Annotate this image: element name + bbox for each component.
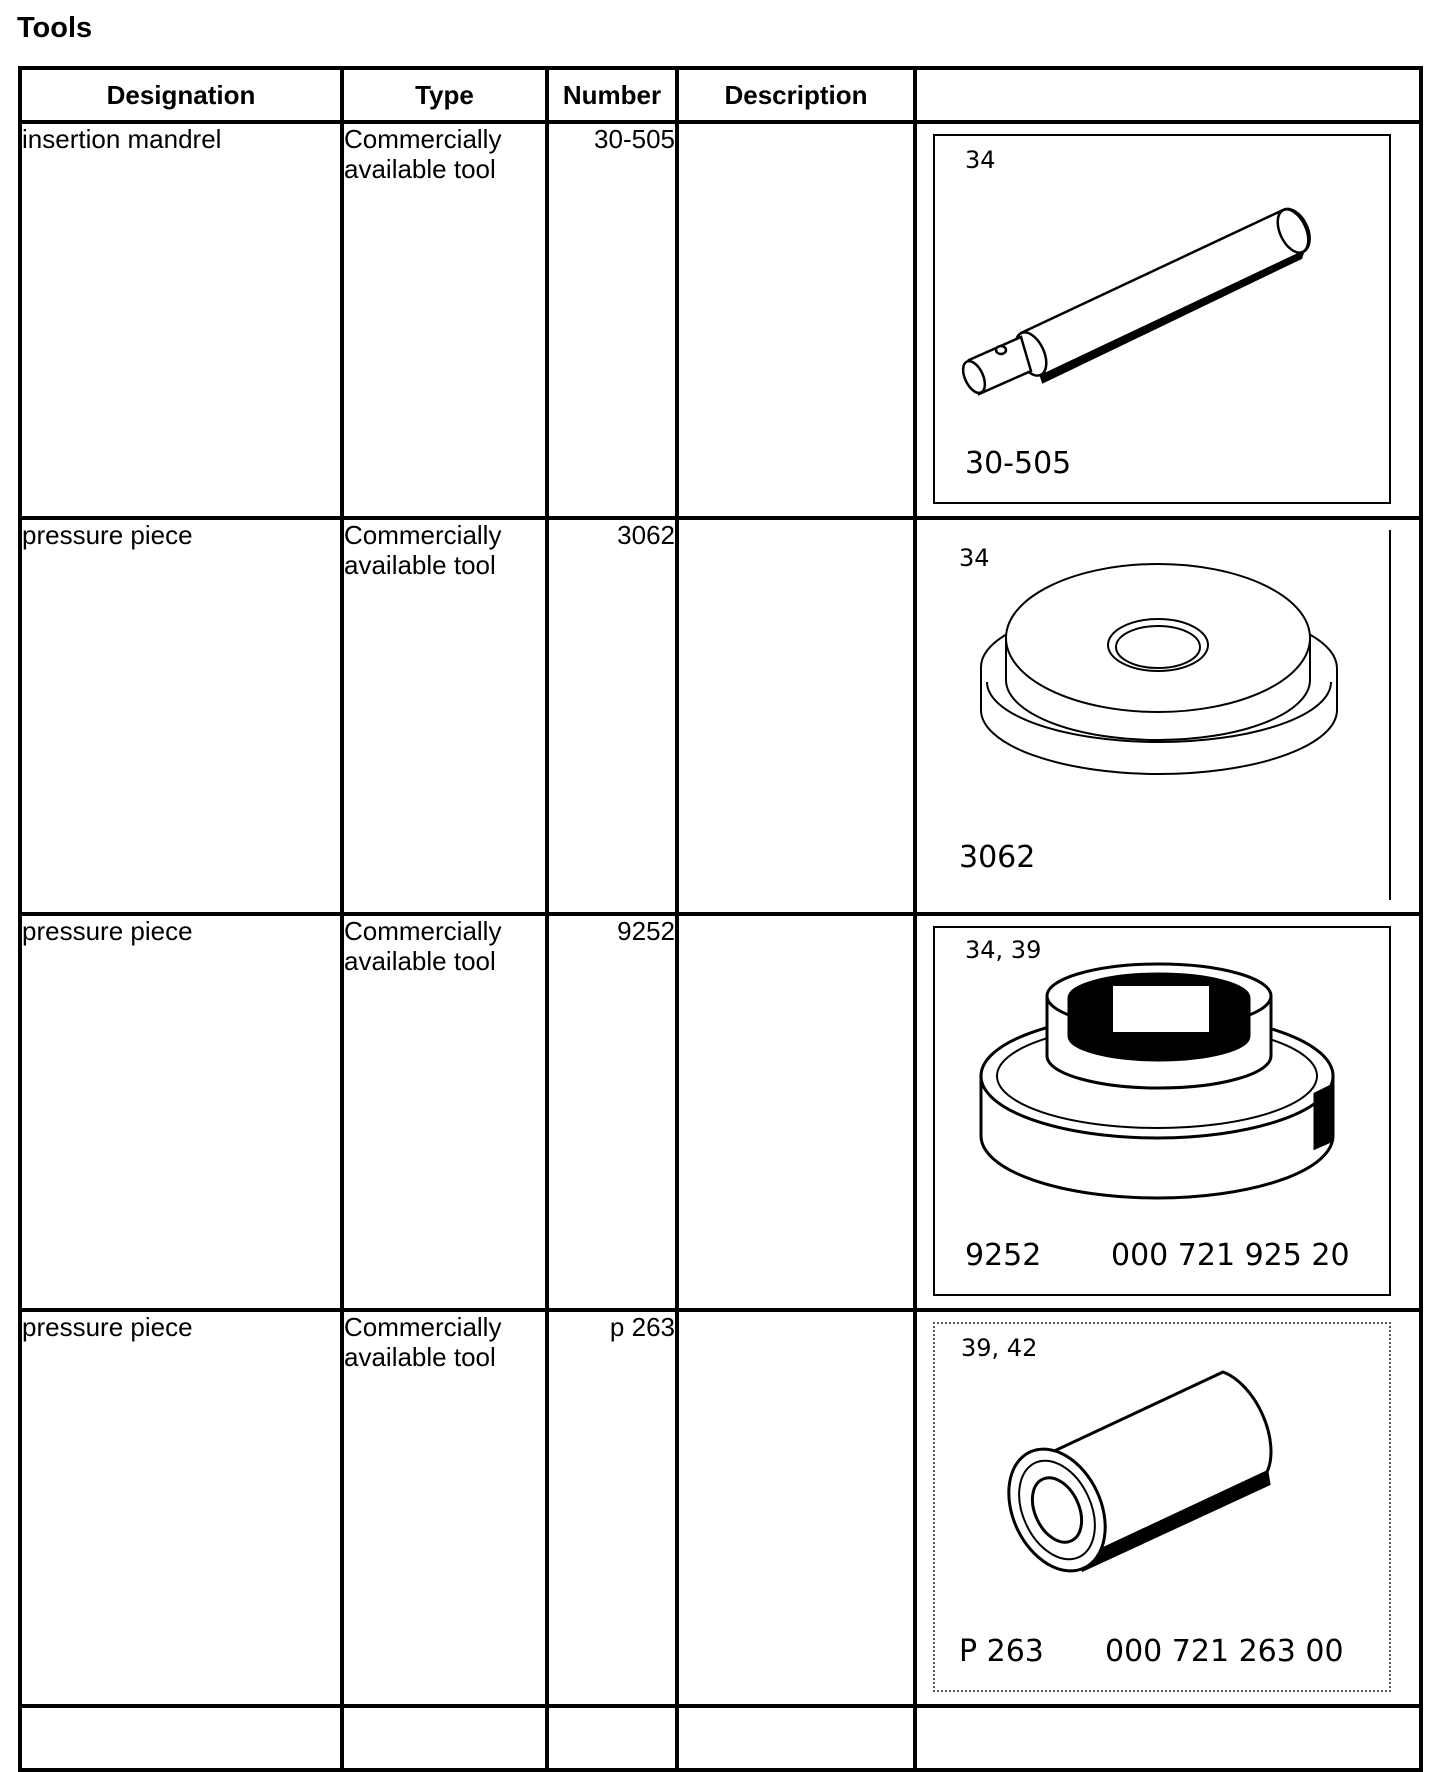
- cell-figure: [915, 914, 1421, 1310]
- table-row: [20, 914, 1421, 1310]
- cell-empty: [342, 1706, 547, 1770]
- table-row: [20, 122, 1421, 518]
- tools-table: [18, 66, 1423, 1772]
- table-row: [20, 1310, 1421, 1706]
- cell-empty: [20, 1706, 342, 1770]
- cell-type: Commercially available tool: [342, 914, 547, 1310]
- figure-label: 30-505: [965, 446, 1072, 481]
- page-title: Tools: [17, 12, 93, 44]
- cell-description: [677, 1310, 915, 1706]
- figure-part-number: 000 721 263 00: [1105, 1634, 1344, 1669]
- cell-description: [677, 518, 915, 914]
- tool-figure-pressure-piece-9252: [917, 916, 1419, 1308]
- cell-empty: [915, 1706, 1421, 1770]
- cell-type: Commercially available tool: [342, 518, 547, 914]
- table-row: [20, 518, 1421, 914]
- tool-figure-pressure-piece-3062: [917, 520, 1419, 912]
- table-row-partial: [20, 1706, 1421, 1770]
- table-header-row: [20, 68, 1421, 122]
- figure-ref: 34: [965, 146, 996, 174]
- cell-number: p 263: [547, 1310, 677, 1706]
- cell-designation: pressure piece: [20, 914, 342, 1310]
- tool-figure-pressure-piece-p263: [917, 1312, 1419, 1704]
- cell-figure: [915, 518, 1421, 914]
- figure-label: 3062: [959, 840, 1036, 875]
- cell-designation: insertion mandrel: [20, 122, 342, 518]
- cell-type: Commercially available tool: [342, 122, 547, 518]
- cell-empty: [677, 1706, 915, 1770]
- figure-ref: 34, 39: [965, 936, 1042, 964]
- cell-empty: [547, 1706, 677, 1770]
- figure-label: 9252: [965, 1238, 1042, 1273]
- cell-designation: pressure piece: [20, 1310, 342, 1706]
- cell-type: Commercially available tool: [342, 1310, 547, 1706]
- figure-ref: 39, 42: [961, 1334, 1038, 1362]
- header-image: [915, 68, 1421, 122]
- cell-figure: [915, 122, 1421, 518]
- cell-description: [677, 122, 915, 518]
- figure-ref: 34: [959, 544, 990, 572]
- cell-description: [677, 914, 915, 1310]
- cell-number: 9252: [547, 914, 677, 1310]
- cell-number: 30-505: [547, 122, 677, 518]
- header-designation: Designation: [20, 68, 342, 122]
- header-number: Number: [547, 68, 677, 122]
- header-type: Type: [342, 68, 547, 122]
- tool-figure-insertion-mandrel: [917, 124, 1419, 516]
- figure-part-number: 000 721 925 20: [1111, 1238, 1350, 1273]
- cell-designation: pressure piece: [20, 518, 342, 914]
- header-description: Description: [677, 68, 915, 122]
- cell-number: 3062: [547, 518, 677, 914]
- figure-label: P 263: [959, 1634, 1044, 1669]
- cell-figure: [915, 1310, 1421, 1706]
